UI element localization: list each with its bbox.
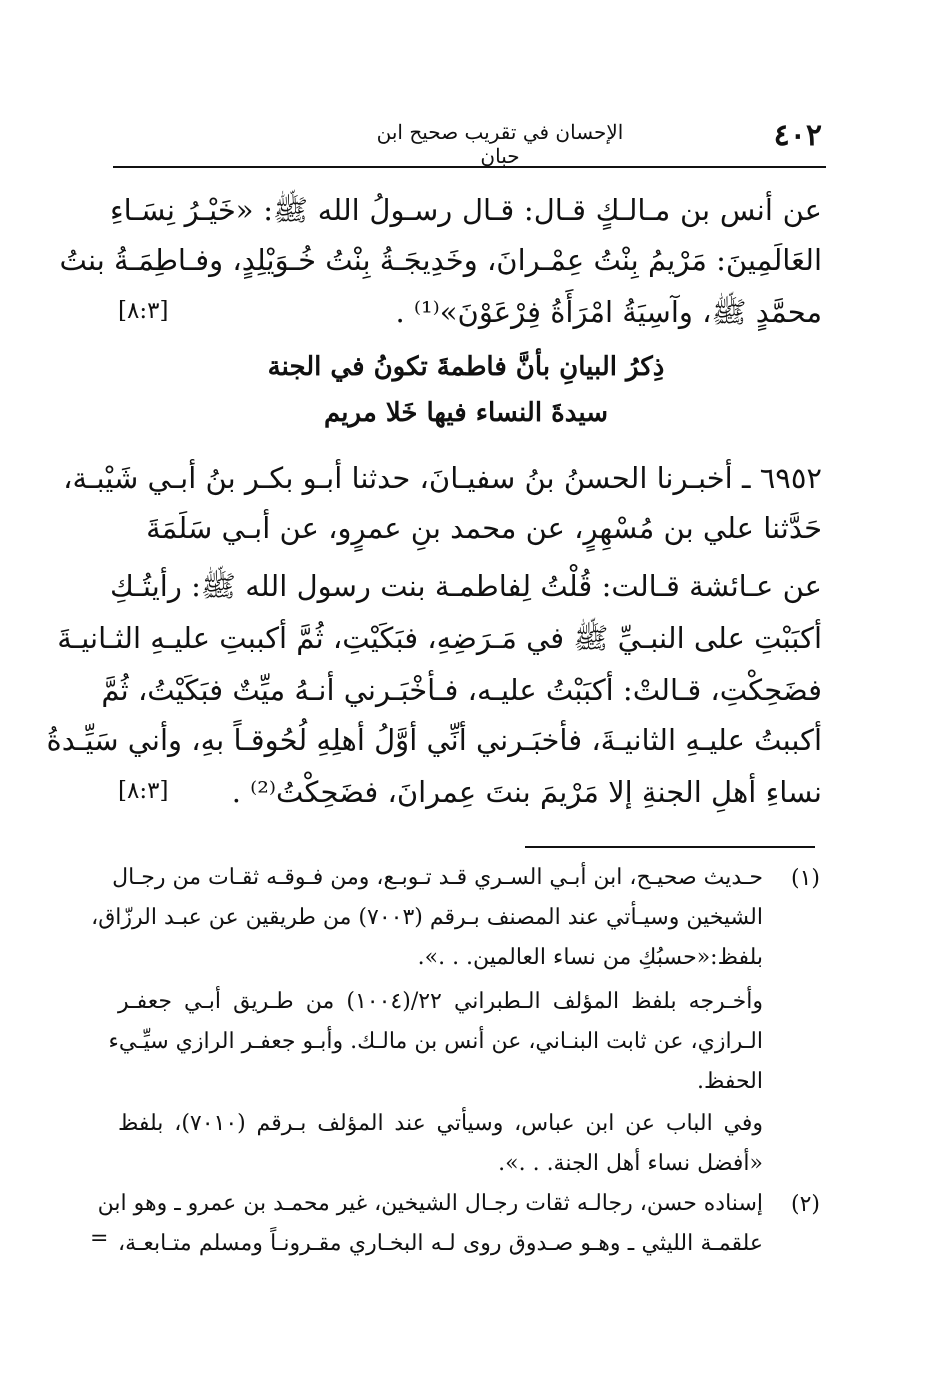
footnote-line: حـديث صحيـح، ابن أبـي السـري قـد تـوبـع، ومن فـوقـه ثقـات من رجـال bbox=[112, 865, 763, 890]
page-number: ٤٠٢ bbox=[773, 118, 822, 153]
footnote-number: (٢) bbox=[790, 1192, 820, 1217]
text-line: فضَحِكْتِ، قـالتْ: أكبَبْتُ عليـه، فـأخْبَـرني أنـهُ ميِّتٌ فبَكَيْتُ، ثُمَّ bbox=[101, 673, 822, 707]
text-line: أكبَبْتِ على النبـيِّ ﷺ في مَـرَضِهِ، فبَكَيْتِ، ثُمَّ أكببتِ عليـهِ الثـانيـةَ bbox=[57, 621, 822, 655]
text-line: نساءِ أهلِ الجنةِ إلا مَرْيمَ بنتَ عِمرانَ، فضَحِكْتُ⁽²⁾ . bbox=[231, 775, 822, 809]
section-heading-line2: سيدةَ النساء فيها خَلا مريم bbox=[323, 398, 609, 428]
footnote-line: الشيخين وسيـأتي عند المصنف بـرقم (٧٠٠٣) من طريقين عن عبـد الرزّاق، bbox=[91, 905, 763, 930]
text-line: محمَّدٍ ﷺ، وآسِيَةُ امْرَأَةُ فِرْعَوْنَ»⁽¹⁾ . bbox=[395, 295, 822, 329]
footnote-line: وأخـرجه بلفظ المؤلف الـطبراني ٢٢/(١٠٠٤) من طـريق أبـي جعفـر bbox=[118, 989, 763, 1014]
footnote-rule bbox=[525, 846, 815, 848]
text-line: العَالَمِينَ: مَرْيمُ بِنْتُ عِمْـرانَ، وخَدِيجَـةُ بِنْتُ خُـوَيْلِدٍ، وفـاطِمَـةُ بنتُ bbox=[59, 243, 822, 277]
reference-marker: [٨:٣] bbox=[118, 298, 169, 324]
footnote-line: وفي الباب عن ابن عباس، وسيأتي عند المؤلف بـرقم (٧٠١٠)، بلفظ bbox=[118, 1111, 763, 1136]
continuation-mark: = bbox=[90, 1226, 109, 1251]
reference-marker: [٨:٣] bbox=[118, 778, 169, 804]
text-line: حَدَّثنا علي بن مُسْهِرٍ، عن محمد بنِ عمرٍو، عن أبـي سَلَمَةَ bbox=[146, 511, 822, 545]
footnote-line: بلفظ:«حسبُكِ من نساء العالمين. . .». bbox=[417, 945, 763, 970]
section-heading: ذِكرُ البيانِ بأنَّ فاطمةَ تكونُ في الجنة bbox=[267, 352, 665, 382]
text-line: عن عـائشة قـالت: قُلْتُ لِفاطمـة بنت رسول الله ﷺ: رأيتُـكِ bbox=[110, 569, 822, 603]
footnote-line: علقمـة الليثي ـ وهـو صـدوق روى لـه البخـاري مقـرونـاً ومسلم متـابعـة، bbox=[118, 1231, 763, 1256]
text-line: أكببتُ عليـهِ الثانيـةَ، فأخبَـرني أنِّي أوَّلُ أهلِهِ لُحُوقـاً بهِ، وأني سَيِّـدةُ bbox=[46, 723, 822, 757]
text-line: ٦٩٥٢ ـ أخبـرنا الحسنُ بنُ سفيـانَ، حدثنا أبـو بكـر بنُ أبـي شَيْبـة، bbox=[63, 461, 822, 495]
footnote-line: الـرازي، عن ثابت البنـاني، عن أنس بن مالـك. وأبـو جعفـر الرازي سيِّـيء bbox=[108, 1029, 763, 1054]
header-rule bbox=[113, 166, 826, 168]
text-line: عن أنس بن مـالـكٍ قـال: قـال رسـولُ الله ﷺ: «خَيْـرُ نِسَـاءِ bbox=[110, 193, 822, 227]
footnote-line: الحفظ. bbox=[696, 1069, 763, 1094]
footnote-line: «أفضل نساء أهل الجنة. . .». bbox=[498, 1151, 763, 1176]
footnote-number: (١) bbox=[790, 866, 820, 891]
running-head: الإحسان في تقريب صحيح ابن حبان bbox=[376, 120, 624, 168]
footnote-line: إسناده حسن، رجالـه ثقات رجـال الشيخين، غير محمـد بن عمرو ـ وهو ابن bbox=[97, 1191, 763, 1216]
